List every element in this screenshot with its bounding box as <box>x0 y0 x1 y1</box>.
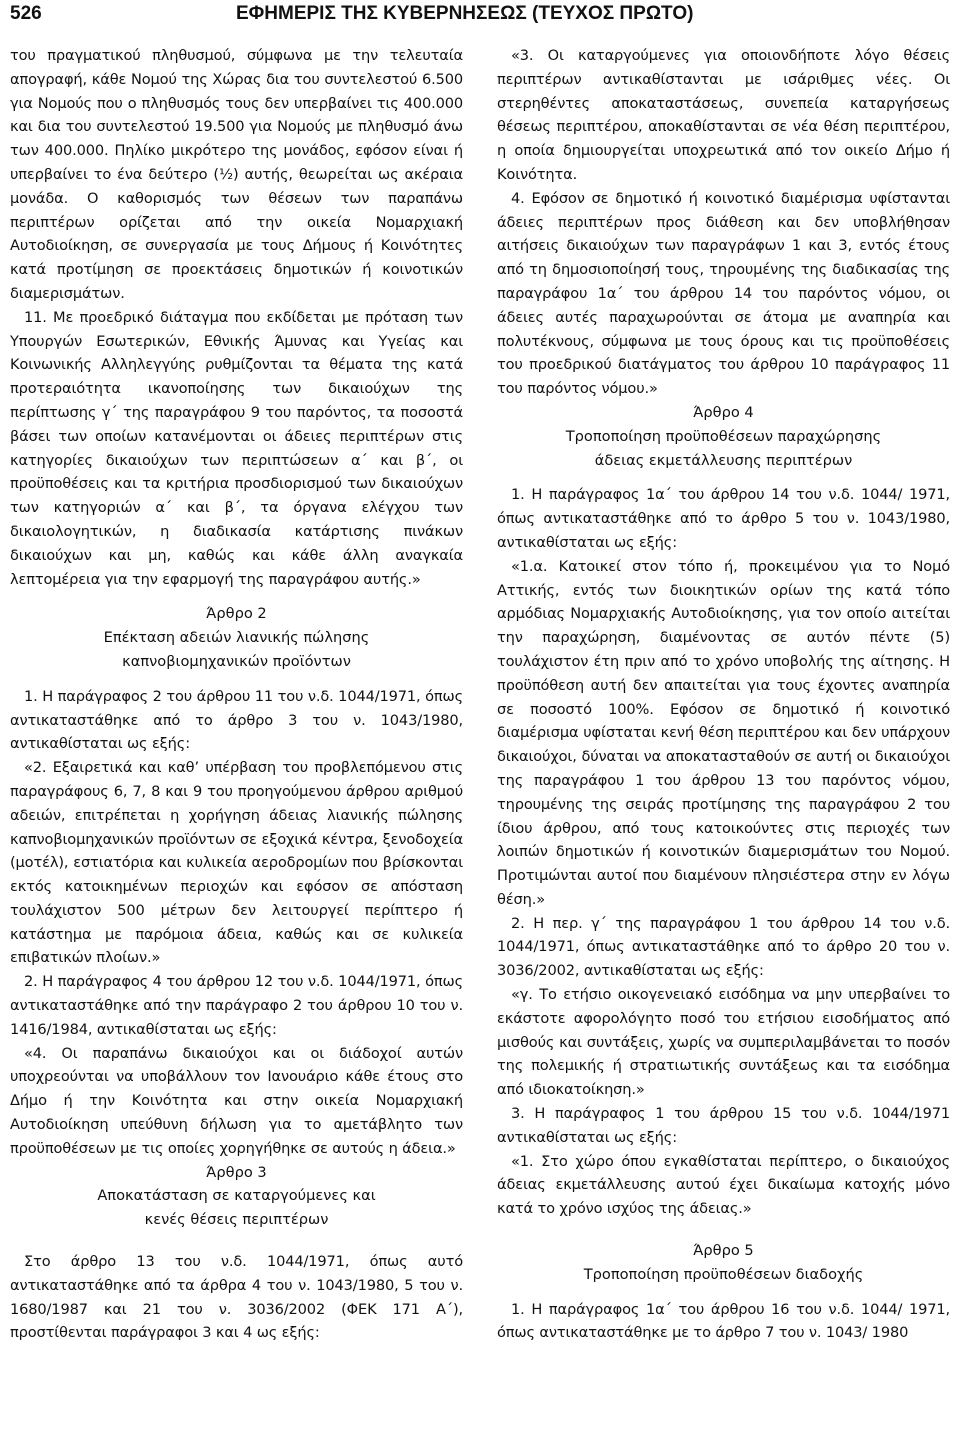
paragraph: «4. Οι παραπάνω δικαιούχοι και οι διάδοχοί αυτών υποχρεούνται να υποβάλλουν τον Ιανουάριο κάθε έτους στο Δήμο ή την Κοινότητα και στην οικεία Νομαρχιακή Αυτοδιοίκηση υπεύθυνη δήλωση για το αμετάβλητο των προϋποθέσεων με τις οποίες χορηγήθηκε σε αυτούς η άδεια.» <box>10 1044 463 1157</box>
article-subtitle: κενές θέσεις περιπτέρων <box>144 1211 329 1229</box>
paragraph: 3. Η παράγραφος 1 του άρθρου 15 του ν.δ. 1044/1971 αντικαθίσταται ως εξής: <box>497 1105 950 1146</box>
paragraph: 11. Με προεδρικό διάταγμα που εκδίδεται με πρόταση των Υπουργών Εσωτερικών, Εθνικής Άμυνας και Υγείας και Κοινωνικής Αλληλεγγύης ρυθμίζονται τα θέματα της κατά προτεραιότητα ικανοποίησης των δικαιούχων της περίπτωσης γ΄ της παραγράφου 9 του παρόντος, τα ποσοστά βάσει των οποίων κατανέμονται οι άδειες περιπτέρων στις κατηγορίες δικαιούχων των περιπτώσεων α΄ και β΄, οι προϋποθέσεις και τα κριτήρια προσδιορισμού των δικαιούχων των κατηγοριών α΄ και β΄, τα όργανα ελέγχου των δικαιολογητικών, η διαδικασία κατάρτισης πινάκων δικαιούχων και μη, καθώς και κάθε άλλη αναγκαία λεπτομέρεια για την εφαρμογή της παραγράφου αυτής.» <box>10 308 463 588</box>
article-subtitle: Αποκατάσταση σε καταργούμενες και <box>97 1187 376 1205</box>
paragraph: 2. Η παράγραφος 4 του άρθρου 12 του ν.δ. 1044/1971, όπως αντικαταστάθηκε από την παράγραφο 2 του άρθρου 10 του ν. 1416/1984, αντικαθίσταται ως εξής: <box>10 973 463 1038</box>
left-column <box>10 44 463 1345</box>
paragraph: «1. Στο χώρο όπου εγκαθίσταται περίπτερο, ο δικαιούχος άδειας εκμετάλλευσης αυτού έχει δικαίωμα κατοχής μόνο κατά το χρόνο ισχύος της άδειας.» <box>497 1152 950 1218</box>
article-title: Άρθρο 3 <box>206 1163 267 1181</box>
right-column <box>497 44 950 1345</box>
paragraph: «3. Οι καταργούμενες για οποιονδήποτε λόγο θέσεις περιπτέρων αντικαθίστανται με ισάριθμες νέες. Οι στερηθέντες αποκαταστάσεως, συνεπεία καταργήσεως θέσεως περιπτέρου, αποκαθίστανται σε νέα θέση περιπτέρου, η οποία δημιουργείται υποχρεωτικά από τον οικείο Δήμο ή Κοινότητα. <box>497 47 950 183</box>
article-subtitle: Επέκταση αδειών λιανικής πώλησης <box>103 629 370 647</box>
article-subtitle: Τροποποίηση προϋποθέσεων παραχώρησης <box>565 427 882 445</box>
paragraph: Στο άρθρο 13 του ν.δ. 1044/1971, όπως αυτό αντικαταστάθηκε από τα άρθρα 4 του ν. 1043/1980, 5 του ν. 1680/1987 και 21 του ν. 3036/2002 (ΦΕΚ 171 Α΄), προστίθενται παράγραφοι 3 και 4 ως εξής: <box>10 1253 463 1342</box>
article-subtitle: άδειας εκμετάλλευσης περιπτέρων <box>594 451 853 469</box>
article-subtitle: Τροποποίηση προϋποθέσεων διαδοχής <box>583 1265 864 1283</box>
page-number: 526 <box>10 3 42 24</box>
paragraph: 4. Εφόσον σε δημοτικό ή κοινοτικό διαμέρισμα υφίστανται άδειες περιπτέρων προς διάθεση και δεν υποβλήθησαν αιτήσεις δικαιούχων των παραγράφων 1 και 3, εντός έτους από τη δημοσιοποίησή τους, τηρουμένης της διαδικασίας της παραγράφου 1α΄ του άρθρου 14 του παρόντος νόμου, οι άδειες αυτές παραχωρούνται σε άτομα με αναπηρία και πολυτέκνους, σύμφωνα με τους όρους και τις προϋποθέσεις του προεδρικού διατάγματος του άρθρου 10 παράγραφος 11 του παρόντος νόμου.» <box>497 189 950 398</box>
paragraph: 1. Η παράγραφος 1α΄ του άρθρου 14 του ν.δ. 1044/ 1971, όπως αντικαταστάθηκε από το άρθρο 5 του ν. 1043/1980, αντικαθίσταται ως εξής: <box>497 486 950 551</box>
paragraph: «γ. Το ετήσιο οικογενειακό εισόδημα να μην υπερβαίνει το εκάστοτε αφορολόγητο ποσό του ετήσιου εισοδήματος από μισθούς και συντάξεις, χωρίς να συμπεριλαμβάνεται το ποσόν της πολεμικής ή στρατιωτικής συντάξεως και τα εισόδημα από ιδιοκατοίκηση.» <box>497 986 950 1099</box>
paragraph: «1.α. Κατοικεί στον τόπο ή, προκειμένου για το Νομό Αττικής, εντός των διοικητικών ορίων της κατά τόπο αρμόδιας Νομαρχιακής Αυτοδιοίκησης, για τον οποίο αιτείται την παραχώρηση, διαμένοντας σε αυτόν πέντε (5) τουλάχιστον έτη πριν από το χρόνο υποβολής της αίτησης. Η προϋπόθεση αυτή δεν απαιτείται για τους έχοντες αναπηρία σε ποσοστό 100%. Εφόσον σε δημοτικό ή κοινοτικό διαμέρισμα υφίσταται κενή θέση περιπτέρου και δεν υπάρχουν δικαιούχοι, δύναται να αποκατασταθούν σε αυτή οι δικαιούχοι της παραγράφου 1 του άρθρου 13 του παρόντος νόμου, τηρουμένης της σειράς προτίμησης της παραγράφου 2 του ίδιου άρθρου, από τους κατοικούντες στις περιοχές των λοιπών δημοτικών ή κοινοτικών διαμερισμάτων του Νομού. Προτιμώνται αυτοί που διαμένουν πλησιέστερα στην εν λόγω θέση.» <box>497 557 950 908</box>
paragraph: «2. Εξαιρετικά και καθ’ υπέρβαση του προβλεπόμενου στις παραγράφους 6, 7, 8 και 9 του προηγούμενου άρθρου αριθμού αδειών, επιτρέπεται η χορήγηση άδειας λιανικής πώλησης καπνοβιομηχανικών προϊόντων σε εξοχικά κέντρα, ξενοδοχεία (μοτέλ), εστιατόρια και κυλικεία αεροδρομίων που βρίσκονται εκτός κατοικημένων περιοχών και εφόσον σε απόσταση τουλάχιστον 500 μέτρων δεν λειτουργεί περίπτερο ή κατάστημα με παρόμοια άδεια, καθώς και σε κυλικεία επιβατικών πλοίων.» <box>10 759 463 967</box>
paragraph: του πραγματικού πληθυσμού, σύμφωνα με την τελευταία απογραφή, κάθε Νομού της Χώρας δια του συντελεστού 6.500 για Νομούς που ο πληθυσμός τους δεν υπερβαίνει τις 400.000 και δια του συντελεστού 19.500 για Νομούς με πληθυσμό άνω των 400.000. Πηλίκο μικρότερο της μονάδος, εφόσον είναι ή υπερβαίνει το ένα δεύτερο (½) αυτής, θεωρείται ως ακέραια μονάδα. Ο καθορισμός των θέσεων των παραπάνω περιπτέρων ορίζεται από την οικεία Νομαρχιακή Αυτοδιοίκηση, σε συνεργασία με τους Δήμους ή Κοινότητες κατά προτίμηση σε προεκτάσεις δημοτικών ή κοινοτικών διαμερισμάτων. <box>10 47 463 302</box>
paragraph: 1. Η παράγραφος 2 του άρθρου 11 του ν.δ. 1044/1971, όπως αντικαταστάθηκε από το άρθρο 3 του ν. 1043/1980, αντικαθίσταται ως εξής: <box>10 687 463 753</box>
article-subtitle: καπνοβιομηχανικών προϊόντων <box>122 652 351 670</box>
paragraph: 1. Η παράγραφος 1α΄ του άρθρου 16 του ν.δ. 1044/ 1971, όπως αντικαταστάθηκε με το άρθρο 7 του ν. 1043/ 1980 <box>497 1300 950 1342</box>
article-title: Άρθρο 5 <box>693 1242 754 1260</box>
gazette-title: ΕΦΗΜΕΡΙΣ ΤΗΣ ΚΥΒΕΡΝΗΣΕΩΣ (ΤΕΥΧΟΣ ΠΡΩΤΟ) <box>236 3 694 24</box>
page-header <box>0 0 960 36</box>
article-title: Άρθρο 2 <box>206 605 267 623</box>
article-title: Άρθρο 4 <box>693 403 754 421</box>
paragraph: 2. Η περ. γ΄ της παραγράφου 1 του άρθρου 14 του ν.δ. 1044/1971, όπως αντικαταστάθηκε από το άρθρο 20 του ν. 3036/2002, αντικαθίσταται ως εξής: <box>497 914 950 980</box>
